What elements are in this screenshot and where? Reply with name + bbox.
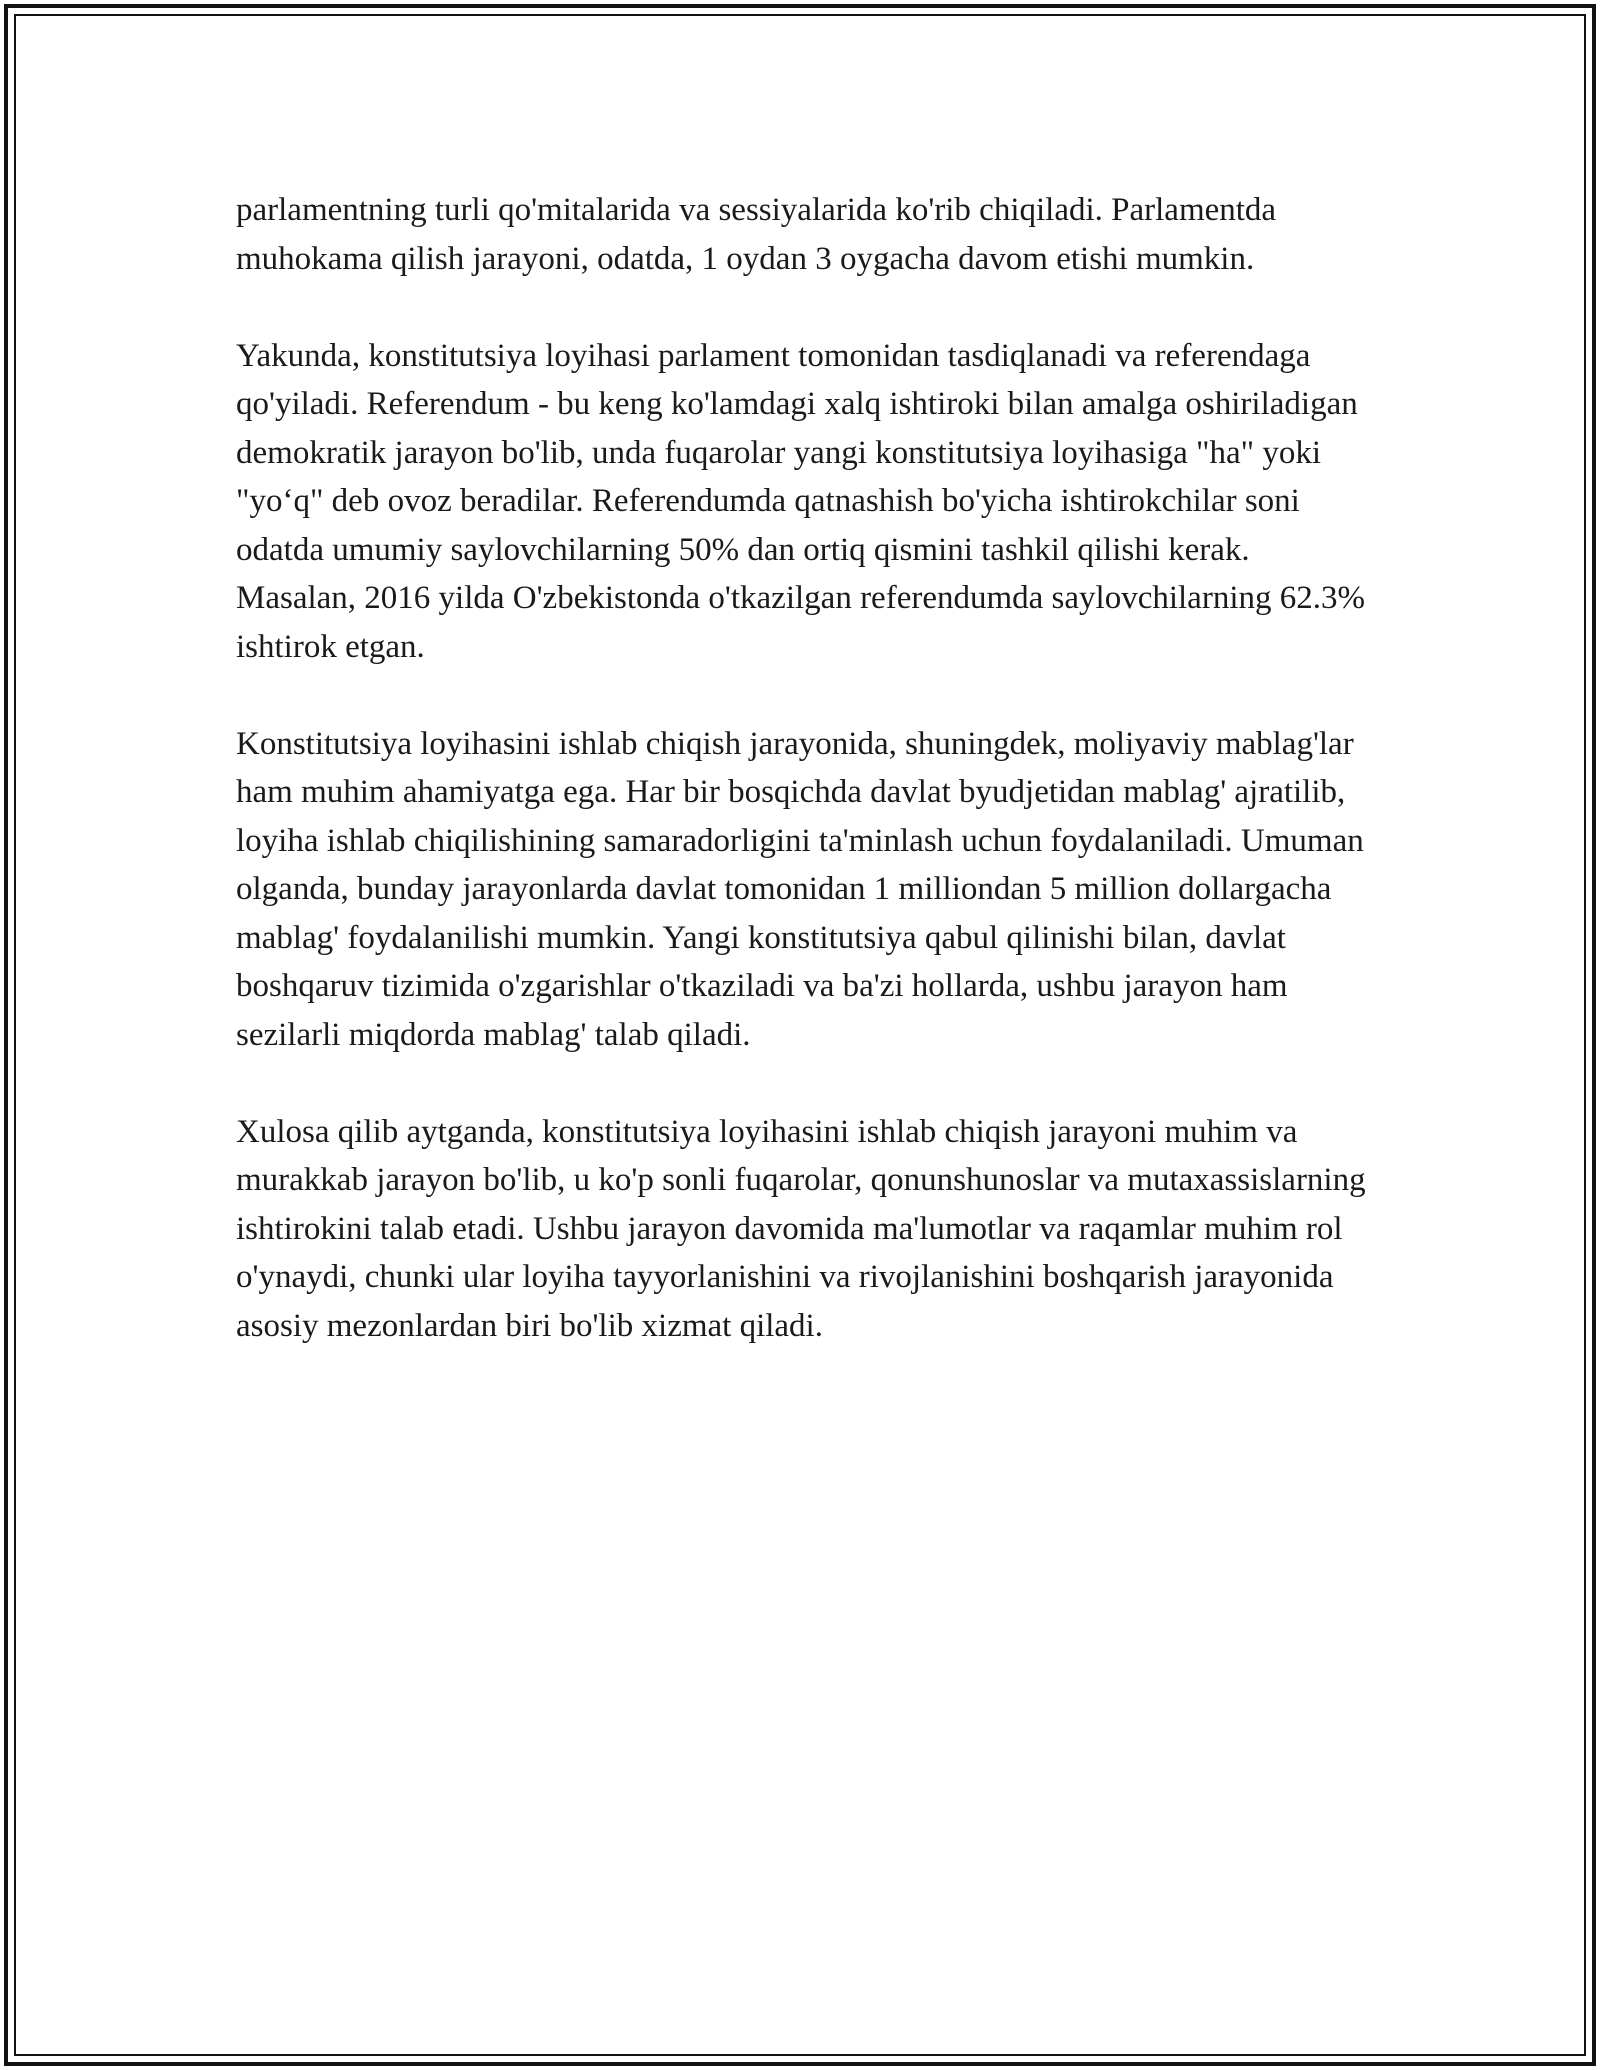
paragraph: Xulosa qilib aytganda, konstitutsiya loyihasini ishlab chiqish jarayoni muhim va murakkab jarayon bo'lib, u ko'p sonli fuqarolar, qonunshunoslar va mutaxassislarning ishtirokini talab etadi. Ushbu jarayon davomida ma'lumotlar va raqamlar muhim rol o'ynaydi, chunki ular loyiha tayyorlanishini va rivojlanishini boshqarish jarayonida asosiy mezonlardan biri bo'lib xizmat qiladi.	[236, 1113, 1366, 1344]
document-body	[236, 186, 1376, 1399]
paragraph: parlamentning turli qo'mitalarida va sessiyalarida ko'rib chiqiladi. Parlamentda muhokama qilish jarayoni, odatda, 1 oydan 3 oygacha davom etishi mumkin.	[236, 192, 1277, 277]
paragraph: Yakunda, konstitutsiya loyihasi parlament tomonidan tasdiqlanadi va referendaga qo'yiladi. Referendum - bu keng ko'lamdagi xalq ishtiroki bilan amalga oshiriladigan demokratik jarayon bo'lib, unda fuqarolar yangi konstitutsiya loyihasiga "ha" yoki "yo‘q" deb ovoz beradilar. Referendumda qatnashish bo'yicha ishtirokchilar soni odatda umumiy saylovchilarning 50% dan ortiq qismini tashkil qilishi kerak. Masalan, 2016 yilda O'zbekistonda o'tkazilgan referendumda saylovchilarning 62.3% ishtirok etgan.	[236, 337, 1365, 665]
paragraph: Konstitutsiya loyihasini ishlab chiqish jarayonida, shuningdek, moliyaviy mablag'lar ham muhim ahamiyatga ega. Har bir bosqichda davlat byudjetidan mablag' ajratilib, loyiha ishlab chiqilishining samaradorligini ta'minlash uchun foydalaniladi. Umuman olganda, bunday jarayonlarda davlat tomonidan 1 milliondan 5 million dollargacha mablag' foydalanilishi mumkin. Yangi konstitutsiya qabul qilinishi bilan, davlat boshqaruv tizimida o'zgarishlar o'tkaziladi va ba'zi hollarda, ushbu jarayon ham sezilarli miqdorda mablag' talab qiladi.	[236, 725, 1364, 1053]
